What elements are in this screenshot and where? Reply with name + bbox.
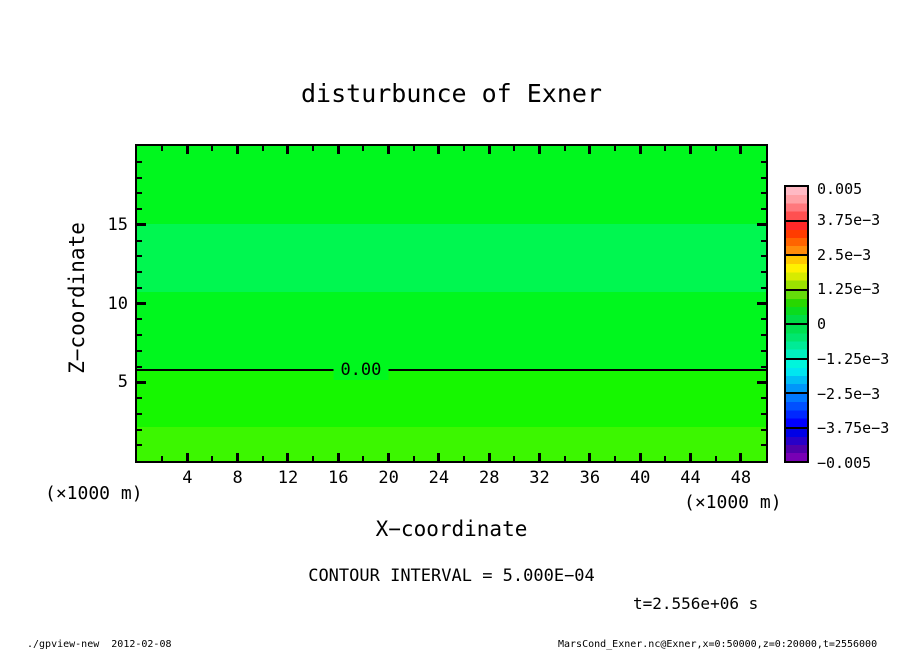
z-minor-tick [761,208,766,210]
x-major-tick [739,453,742,461]
field-band [137,146,766,224]
x-tick-label: 28 [478,468,500,488]
colorbar-segment [786,429,807,462]
z-minor-tick [137,334,142,336]
z-minor-tick [137,366,142,368]
x-minor-tick [362,146,364,151]
colorbar-segment [786,187,807,222]
colorbar-tick-label: 3.75e−3 [817,210,881,229]
z-minor-tick [761,192,766,194]
z-major-tick [137,302,146,305]
x-tick-label: 8 [232,468,243,488]
x-major-tick [639,453,642,461]
z-major-tick [757,302,766,305]
x-minor-tick [564,456,566,461]
z-minor-tick [761,429,766,431]
z-minor-tick [761,177,766,179]
x-minor-tick [413,146,415,151]
x-tick-label: 48 [730,468,752,488]
z-minor-tick [761,397,766,399]
x-minor-tick [262,146,264,151]
contour-interval-text: CONTOUR INTERVAL = 5.000E−04 [308,566,595,586]
z-minor-tick [761,444,766,446]
x-tick-label: 16 [328,468,349,488]
z-minor-tick [137,240,142,242]
colorbar-segment [786,325,807,360]
z-minor-tick [761,366,766,368]
z-minor-tick [137,318,142,320]
colorbar-tick-label: −0.005 [817,454,872,472]
x-minor-tick [715,146,717,151]
z-minor-tick [137,161,142,163]
x-minor-tick [211,146,213,151]
z-minor-tick [761,334,766,336]
x-minor-tick [362,456,364,461]
x-major-tick [538,146,541,154]
z-axis-unit-label: (×1000 m) [45,483,143,504]
z-tick-label: 10 [107,293,128,314]
x-tick-label: 12 [277,468,299,488]
x-minor-tick [262,456,264,461]
x-axis-unit-label: (×1000 m) [684,492,782,513]
z-minor-tick [137,429,142,431]
x-major-tick [689,453,692,461]
colorbar-tick-label: −1.25e−3 [817,349,890,368]
x-axis-title: X−coordinate [375,517,528,541]
z-minor-tick [137,397,142,399]
x-minor-tick [211,456,213,461]
colorbar-tick-label: 0 [817,315,827,333]
colorbar-segment [786,360,807,395]
z-minor-tick [137,208,142,210]
x-major-tick [186,453,189,461]
x-tick-label: 36 [579,468,601,488]
x-minor-tick [463,456,465,461]
x-minor-tick [564,146,566,151]
x-minor-tick [312,146,314,151]
z-minor-tick [761,413,766,415]
x-minor-tick [312,456,314,461]
footer-source-text: MarsCond_Exner.nc@Exner,x=0:50000,z=0:20000,t=2556000 [558,639,878,650]
x-tick-label: 40 [629,468,651,488]
x-minor-tick [513,456,515,461]
x-major-tick [639,146,642,154]
z-major-tick [137,381,146,384]
colorbar-tick-label: 0.005 [817,180,863,198]
field-band [137,224,766,292]
field-band [137,427,766,461]
x-minor-tick [664,456,666,461]
x-major-tick [488,453,491,461]
x-major-tick [387,146,390,154]
z-minor-tick [137,444,142,446]
x-tick-label: 24 [428,468,450,488]
x-major-tick [689,146,692,154]
x-major-tick [488,146,491,154]
z-minor-tick [137,413,142,415]
z-minor-tick [137,177,142,179]
x-major-tick [739,146,742,154]
colorbar-tick-label: 1.25e−3 [817,280,881,299]
x-major-tick [337,453,340,461]
x-major-tick [236,146,239,154]
x-minor-tick [413,456,415,461]
field-band [137,292,766,370]
z-major-tick [137,223,146,226]
z-major-tick [757,381,766,384]
z-minor-tick [137,192,142,194]
x-minor-tick [161,456,163,461]
colorbar-segment [786,222,807,257]
colorbar-tick-label: 2.5e−3 [817,245,872,264]
x-minor-tick [614,456,616,461]
z-minor-tick [137,287,142,289]
colorbar-tick-label: −3.75e−3 [817,419,890,438]
x-tick-label: 44 [680,468,701,488]
field-band [137,370,766,427]
x-tick-label: 4 [182,468,193,488]
z-minor-tick [761,240,766,242]
x-major-tick [437,146,440,154]
x-minor-tick [614,146,616,151]
z-minor-tick [761,350,766,352]
z-minor-tick [761,255,766,257]
colorbar-segment [786,256,807,291]
x-minor-tick [161,146,163,151]
plot-field [137,146,766,461]
colorbar [784,185,809,463]
x-major-tick [286,146,289,154]
x-tick-label: 32 [529,468,550,488]
z-minor-tick [761,271,766,273]
zero-contour-label: 0.00 [333,360,388,380]
z-minor-tick [761,318,766,320]
x-major-tick [387,453,390,461]
x-major-tick [337,146,340,154]
x-major-tick [186,146,189,154]
x-major-tick [538,453,541,461]
x-minor-tick [513,146,515,151]
z-minor-tick [137,350,142,352]
z-major-tick [757,223,766,226]
x-minor-tick [664,146,666,151]
x-minor-tick [463,146,465,151]
zero-contour-line [137,369,766,371]
z-tick-label: 5 [117,372,128,393]
z-minor-tick [137,255,142,257]
z-minor-tick [761,287,766,289]
footer-command-text: ./gpview-new 2012-02-08 [27,639,172,650]
z-tick-label: 15 [107,214,128,235]
time-annotation: t=2.556e+06 s [633,594,759,613]
z-axis-title: Z−coordinate [65,222,89,374]
x-major-tick [286,453,289,461]
x-major-tick [588,146,591,154]
x-major-tick [588,453,591,461]
x-tick-label: 20 [378,468,399,488]
plot-title: disturbunce of Exner [300,79,603,108]
colorbar-segment [786,394,807,429]
plot-area [135,144,768,463]
x-major-tick [236,453,239,461]
x-minor-tick [715,456,717,461]
colorbar-tick-label: −2.5e−3 [817,384,881,403]
z-minor-tick [761,161,766,163]
z-minor-tick [137,271,142,273]
x-major-tick [437,453,440,461]
colorbar-segment [786,291,807,326]
